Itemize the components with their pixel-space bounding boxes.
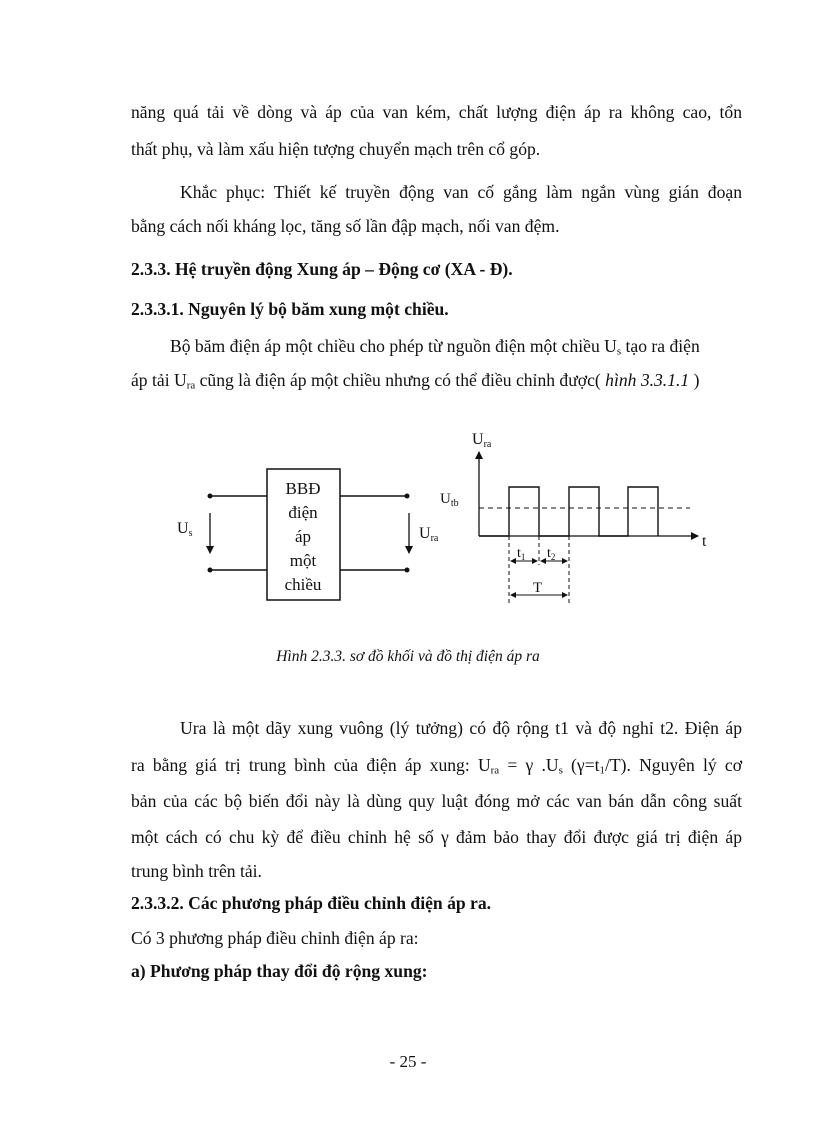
block-label-line: điện: [288, 503, 318, 522]
average-voltage-label: $U_{tb}$: [440, 491, 459, 509]
input-terminal: [208, 494, 213, 499]
block-label-line: BBĐ: [285, 479, 321, 498]
section-heading: 2.3.3. Hệ truyền động Xung áp – Động cơ (XA - Đ).: [131, 259, 513, 279]
subsection-heading: a) Phương pháp thay đổi độ rộng xung:: [131, 961, 428, 981]
input-terminal: [208, 568, 213, 573]
x-axis-label: t: [702, 533, 707, 550]
paragraph-line: trung bình trên tải.: [131, 861, 262, 881]
paragraph-line: áp tải $U_{ra}$ cũng là điện áp một chiều nhưng có thể điều chỉnh được( hình 3.3.1.1 ): [131, 370, 700, 392]
output-terminal: [405, 494, 410, 499]
block-diagram: [177, 469, 439, 600]
paragraph-line: thất phụ, và làm xấu hiện tượng chuyển mạch trên cổ góp.: [131, 139, 541, 159]
paragraph-line: bản của các bộ biến đổi này là dùng quy luật đóng mở các van bán dẫn công suất: [131, 791, 742, 811]
paragraph-line: ra bằng giá trị trung bình của điện áp xung: $U_{ra} = \gamma$ $.U_s$ $(\gamma=t_1/T)$. Nguyên lý cơ: [131, 755, 743, 777]
block-label-line: áp: [294, 527, 312, 546]
figure-caption: Hình 2.3.3. sơ đồ khối và đồ thị điện áp ra: [276, 648, 540, 665]
y-axis-label: Ura: [472, 431, 492, 450]
period-label: T: [533, 580, 543, 596]
paragraph-line: năng quá tải về dòng và áp của van kém, chất lượng điện áp ra không cao, tổn: [131, 102, 742, 122]
subsection-heading: 2.3.3.1. Nguyên lý bộ băm xung một chiều.: [131, 299, 449, 319]
pulse-waveform: [479, 487, 658, 536]
block-label-line: chiều: [284, 575, 322, 594]
paragraph-line: một cách có chu kỳ để điều chỉnh hệ số γ đảm bảo thay đổi được giá trị điện áp: [131, 827, 742, 847]
paragraph-line: Bộ băm điện áp một chiều cho phép từ nguồn điện một chiều $U_s$ tạo ra điện: [170, 336, 700, 358]
t1-label: $t_1$: [517, 546, 526, 562]
paragraph-line: Khắc phục: Thiết kế truyền động van cố gắng làm ngắn vùng gián đoạn: [180, 182, 742, 202]
paragraph-line: Ura là một dãy xung vuông (lý tưởng) có độ rộng t1 và độ nghỉ t2. Điện áp: [180, 718, 742, 738]
paragraph-line: Có 3 phương pháp điều chỉnh điện áp ra:: [131, 928, 419, 948]
page-number: - 25 -: [389, 1052, 427, 1071]
block-label-line: một: [289, 551, 317, 570]
waveform-graph: [440, 431, 707, 606]
paragraph-line: bằng cách nối kháng lọc, tăng số lần đập mạch, nối van đệm.: [131, 216, 560, 236]
t2-label: $t_2$: [547, 546, 556, 562]
subsection-heading: 2.3.3.2. Các phương pháp điều chỉnh điện áp ra.: [131, 893, 492, 913]
output-voltage-label: Ura: [419, 525, 439, 544]
output-terminal: [405, 568, 410, 573]
input-voltage-label: Us: [177, 520, 193, 539]
